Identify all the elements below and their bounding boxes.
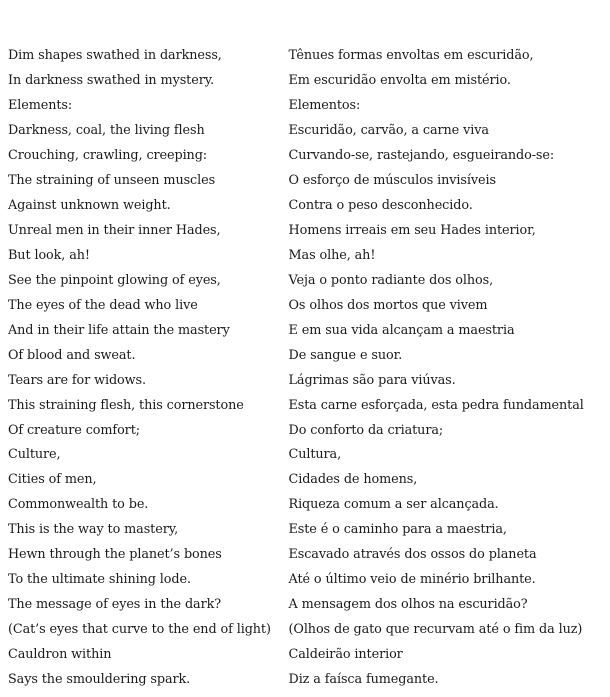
portuguese-line: Escavado através dos ossos do planeta bbox=[288, 547, 537, 563]
portuguese-line: Até o último veio de minério brilhante. bbox=[288, 572, 536, 588]
poem-line-row bbox=[8, 667, 608, 692]
english-line: The straining of unseen muscles bbox=[8, 172, 216, 188]
english-line: Cauldron within bbox=[8, 647, 112, 663]
portuguese-line: Escuridão, carvão, a carne viva bbox=[288, 122, 489, 138]
english-line: In darkness swathed in mystery. bbox=[8, 72, 215, 88]
english-line: Hewn through the planet’s bones bbox=[8, 547, 222, 563]
english-line: To the ultimate shining lode. bbox=[8, 572, 191, 588]
english-line: Cities of men, bbox=[8, 472, 97, 488]
english-line: Elements: bbox=[8, 97, 73, 113]
poem-line-row bbox=[8, 492, 608, 517]
portuguese-line: Curvando-se, rastejando, esgueirando-se: bbox=[288, 147, 555, 163]
english-line: This straining flesh, this cornerstone bbox=[8, 397, 244, 413]
portuguese-line: Elementos: bbox=[288, 97, 361, 113]
portuguese-line: Em escuridão envolta em mistério. bbox=[288, 72, 511, 88]
english-line: Tears are for widows. bbox=[8, 372, 146, 388]
poem-line-row bbox=[8, 143, 608, 168]
portuguese-line: Os olhos dos mortos que vivem bbox=[288, 297, 488, 313]
portuguese-line: E em sua vida alcançam a maestria bbox=[288, 322, 515, 338]
english-line: Commonwealth to be. bbox=[8, 497, 149, 513]
poem-line-row bbox=[8, 118, 608, 143]
poem-line-row bbox=[8, 43, 608, 68]
english-line: Unreal men in their inner Hades, bbox=[8, 222, 221, 238]
poem-line-row bbox=[8, 467, 608, 492]
english-line: (Cat’s eyes that curve to the end of light) bbox=[8, 622, 271, 638]
portuguese-line: Veja o ponto radiante dos olhos, bbox=[288, 272, 494, 288]
portuguese-line: Caldeirão interior bbox=[288, 647, 403, 663]
portuguese-line: Tênues formas envoltas em escuridão, bbox=[288, 47, 534, 63]
english-line: The eyes of the dead who live bbox=[8, 297, 198, 313]
poem-line-row bbox=[8, 418, 608, 443]
portuguese-line: Diz a faísca fumegante. bbox=[288, 672, 439, 688]
poem-line-row bbox=[8, 193, 608, 218]
poem-line-row bbox=[8, 293, 608, 318]
english-line: Says the smouldering spark. bbox=[8, 672, 191, 688]
english-line: Of blood and sweat. bbox=[8, 347, 136, 363]
portuguese-line: Do conforto da criatura; bbox=[288, 422, 444, 438]
poem-line-row bbox=[8, 567, 608, 592]
portuguese-line: De sangue e suor. bbox=[288, 347, 403, 363]
portuguese-line: Esta carne esforçada, esta pedra fundamental bbox=[288, 397, 584, 413]
poem-line-row bbox=[8, 617, 608, 642]
english-line: But look, ah! bbox=[8, 247, 90, 263]
portuguese-line: Lágrimas são para viúvas. bbox=[288, 372, 456, 388]
portuguese-line: A mensagem dos olhos na escuridão? bbox=[288, 597, 528, 613]
portuguese-line: Cidades de homens, bbox=[288, 472, 418, 488]
english-line: See the pinpoint glowing of eyes, bbox=[8, 272, 221, 288]
poem-line-row bbox=[8, 243, 608, 268]
portuguese-line: Riqueza comum a ser alcançada. bbox=[288, 497, 499, 513]
poem-line-row bbox=[8, 168, 608, 193]
poem-line-row bbox=[8, 68, 608, 93]
poem-line-row bbox=[8, 393, 608, 418]
poem-line-row bbox=[8, 318, 608, 343]
poem-line-row bbox=[8, 642, 608, 667]
portuguese-line: Cultura, bbox=[288, 447, 342, 463]
english-line: Dim shapes swathed in darkness, bbox=[8, 47, 222, 63]
poem-line-row bbox=[8, 93, 608, 118]
english-line: This is the way to mastery, bbox=[8, 522, 179, 538]
poem-line-row bbox=[8, 218, 608, 243]
poem-line-row bbox=[8, 343, 608, 368]
english-line: Culture, bbox=[8, 447, 61, 463]
english-line: Darkness, coal, the living flesh bbox=[8, 122, 205, 138]
portuguese-line: (Olhos de gato que recurvam até o fim da luz) bbox=[288, 622, 583, 638]
english-line: And in their life attain the mastery bbox=[8, 322, 230, 338]
poem-line-row bbox=[8, 542, 608, 567]
poem-line-row bbox=[8, 443, 608, 468]
portuguese-line: Contra o peso desconhecido. bbox=[288, 197, 473, 213]
portuguese-line: O esforço de músculos invisíveis bbox=[288, 172, 496, 188]
bilingual-poem bbox=[8, 43, 608, 692]
english-line: The message of eyes in the dark? bbox=[8, 597, 222, 613]
poem-line-row bbox=[8, 517, 608, 542]
english-line: Against unknown weight. bbox=[8, 197, 171, 213]
poem-line-row bbox=[8, 368, 608, 393]
portuguese-line: Este é o caminho para a maestria, bbox=[288, 522, 507, 538]
english-line: Of creature comfort; bbox=[8, 422, 140, 438]
english-line: Crouching, crawling, creeping: bbox=[8, 147, 208, 163]
portuguese-line: Mas olhe, ah! bbox=[288, 247, 376, 263]
poem-line-row bbox=[8, 268, 608, 293]
portuguese-line: Homens irreais em seu Hades interior, bbox=[288, 222, 536, 238]
poem-line-row bbox=[8, 592, 608, 617]
